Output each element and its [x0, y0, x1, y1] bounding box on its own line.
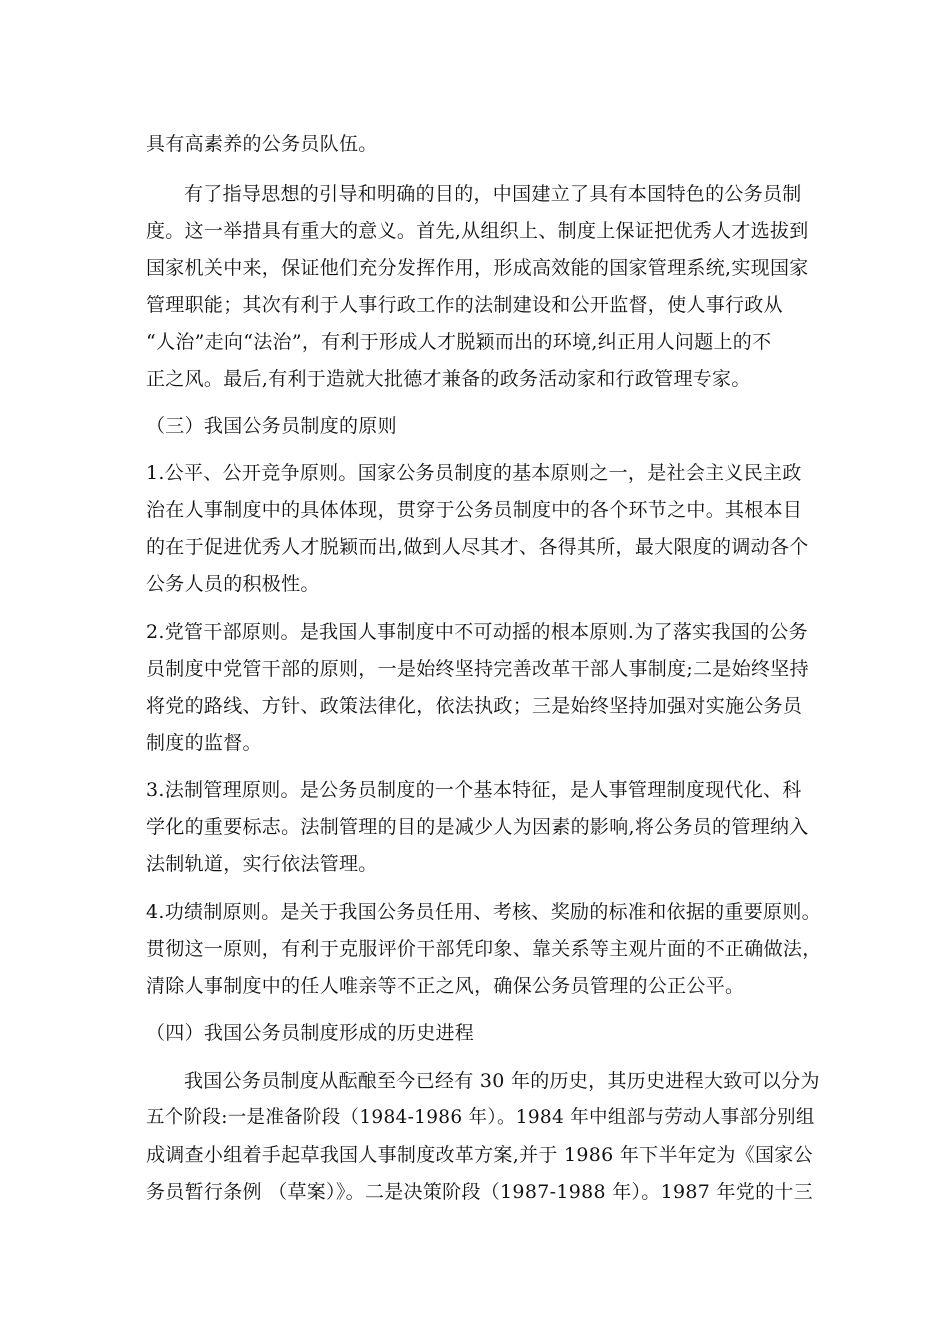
- text-line: 治在人事制度中的具体体现，贯穿于公务员制度中的各个环节之中。其根本目: [146, 499, 803, 521]
- text-line: “人治”走向“法治”，有利于形成人才脱颖而出的环境,纠正用人问题上的不: [146, 331, 772, 353]
- text-line: 学化的重要标志。法制管理的目的是减少人为因素的影响,将公务员的管理纳入: [146, 816, 809, 838]
- text-line: 法制轨道，实行依法管理。: [146, 853, 378, 875]
- text-line: 3.法制管理原则。是公务员制度的一个基本特征，是人事管理制度现代化、科: [146, 779, 802, 801]
- text-line: 公务人员的积极性。: [146, 573, 320, 595]
- text-line: 管理职能；其次有利于人事行政工作的法制建设和公开监督，使人事行政从: [146, 294, 783, 316]
- text-line: 我国公务员制度从酝酿至今已经有 30 年的历史，其历史进程大致可以分为: [184, 1070, 820, 1092]
- text-line: 有了指导思想的引导和明确的目的，中国建立了具有本国特色的公务员制: [184, 183, 802, 205]
- text-line: 的在于促进优秀人才脱颖而出,做到人尽其才、各得其所，最大限度的调动各个: [146, 536, 809, 558]
- text-line: 1.公平、公开竞争原则。国家公务员制度的基本原则之一，是社会主义民主政: [146, 462, 802, 484]
- text-line: 制度的监督。: [146, 732, 262, 754]
- text-line: 2.党管干部原则。是我国人事制度中不可动摇的根本原则.为了落实我国的公务: [146, 621, 808, 643]
- text-line: 五个阶段:一是准备阶段（1984-1986 年）。1984 年中组部与劳动人事部分别组: [146, 1107, 815, 1128]
- text-line: 具有高素养的公务员队伍。: [146, 133, 378, 155]
- section-heading: （三）我国公务员制度的原则: [146, 415, 397, 437]
- text-line: 成调查小组着手起草我国人事制度改革方案,并于 1986 年下半年定为《国家公: [146, 1144, 813, 1166]
- text-line: 将党的路线、方针、政策法律化，依法执政；三是始终坚持加强对实施公务员: [146, 695, 803, 717]
- text-line: 国家机关中来，保证他们充分发挥作用，形成高效能的国家管理系统,实现国家: [146, 257, 809, 279]
- text-line: 4.功绩制原则。是关于我国公务员任用、考核、奖励的标准和依据的重要原则。: [146, 901, 821, 923]
- section-heading: （四）我国公务员制度形成的历史进程: [146, 1022, 475, 1044]
- text-line: 正之风。最后,有利于造就大批德才兼备的政务活动家和行政管理专家。: [146, 368, 751, 390]
- text-line: 贯彻这一原则，有利于克服评价干部凭印象、靠关系等主观片面的不正确做法，: [146, 938, 822, 960]
- text-line: 清除人事制度中的任人唯亲等不正之风，确保公务员管理的公正公平。: [146, 975, 745, 997]
- text-line: 务员暂行条例 （草案）》。二是决策阶段（1987-1988 年）。1987 年党的十三: [146, 1181, 814, 1203]
- text-line: 员制度中党管干部的原则，一是始终坚持完善改革干部人事制度;二是始终坚持: [146, 658, 809, 680]
- text-line: 度。这一举措具有重大的意义。首先,从组织上、制度上保证把优秀人才选拔到: [146, 220, 809, 242]
